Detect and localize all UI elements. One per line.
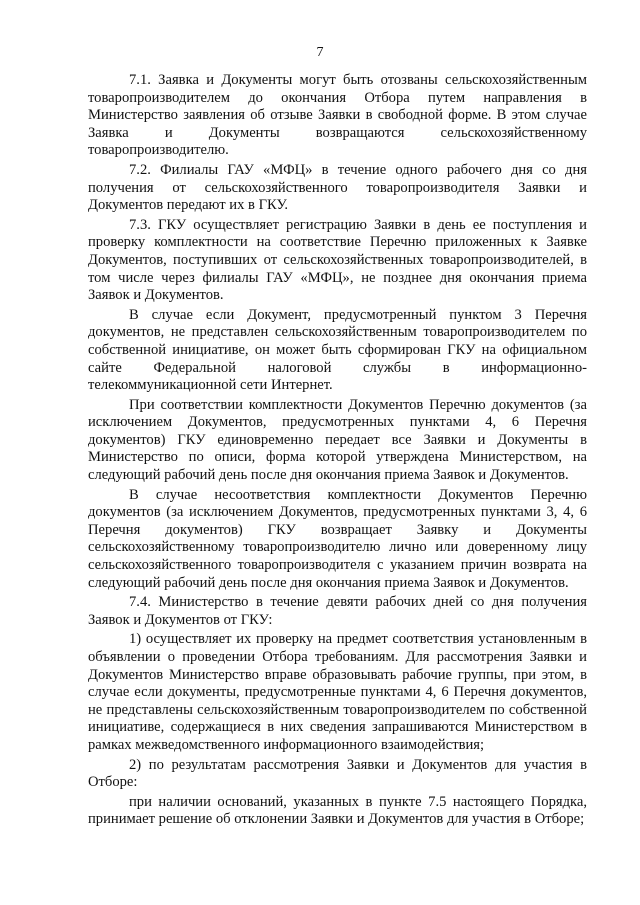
paragraph-completeness-match: При соответствии комплектности Документов Перечню документов (за исключением Документов, предусмотренных пунктами 4, 6 Перечня документов) ГКУ единовременно передает все Заявки и Документы в Министерство по описи, форма которой утверждена Министерством, на следующий рабочий день после дня окончания приема Заявок и Документов. bbox=[88, 396, 587, 484]
paragraph-7-3: 7.3. ГКУ осуществляет регистрацию Заявки в день ее поступления и проверку комплектности на соответствие Перечню приложенных к Заявке Документов, поступивших от сельскохозяйственных товаропроизводителей, в том числе через филиалы ГАУ «МФЦ», не позднее дня окончания приема Заявок и Документов. bbox=[88, 216, 587, 304]
paragraph-7-2: 7.2. Филиалы ГАУ «МФЦ» в течение одного рабочего дня со дня получения от сельскохозяйственного товаропроизводителя Заявки и Документов передают их в ГКУ. bbox=[88, 161, 587, 214]
paragraph-item-2: 2) по результатам рассмотрения Заявки и Документов для участия в Отборе: bbox=[88, 756, 587, 791]
paragraph-rejection: при наличии оснований, указанных в пункте 7.5 настоящего Порядка, принимает решение об отклонении Заявки и Документов для участия в Отборе; bbox=[88, 793, 587, 828]
page-number: 7 bbox=[316, 45, 324, 60]
document-body bbox=[88, 72, 587, 829]
paragraph-completeness-mismatch: В случае несоответствия комплектности Документов Перечню документов (за исключением Документов, предусмотренных пунктами 3, 4, 6 Перечня документов) ГКУ возвращает Заявку и Документы сельскохозяйственному товаропроизводителю лично или доверенному лицу сельскохозяйственного товаропроизводителя с указанием причин возврата на следующий рабочий день после дня окончания приема Заявок и Документов. bbox=[88, 486, 587, 591]
paragraph-7-1: 7.1. Заявка и Документы могут быть отозваны сельскохозяйственным товаропроизводителем до окончания Отбора путем направления в Министерство заявления об отзыве Заявки в свободной форме. В этом случае Заявка и Документы возвращаются сельскохозяйственному товаропроизводителю. bbox=[88, 72, 587, 159]
paragraph-document-formation: В случае если Документ, предусмотренный пунктом 3 Перечня документов, не представлен сельскохозяйственным товаропроизводителем по собственной инициативе, он может быть сформирован ГКУ на официальном сайте Федеральной налоговой службы в информационно-телекоммуникационной сети Интернет. bbox=[88, 306, 587, 394]
paragraph-7-4: 7.4. Министерство в течение девяти рабочих дней со дня получения Заявок и Документов от ГКУ: bbox=[88, 594, 587, 628]
paragraph-item-1: 1) осуществляет их проверку на предмет соответствия установленным в объявлении о проведении Отбора требованиям. Для рассмотрения Заявки и Документов Министерство вправе образовывать рабочие группы, при этом, в случае если документы, предусмотренные пунктами 4, 6 Перечня документов, не представлены сельскохозяйственным товаропроизводителем по собственной инициативе, содержащиеся в них сведения запрашиваются Министерством в рамках межведомственного информационного взаимодействия; bbox=[88, 631, 587, 753]
